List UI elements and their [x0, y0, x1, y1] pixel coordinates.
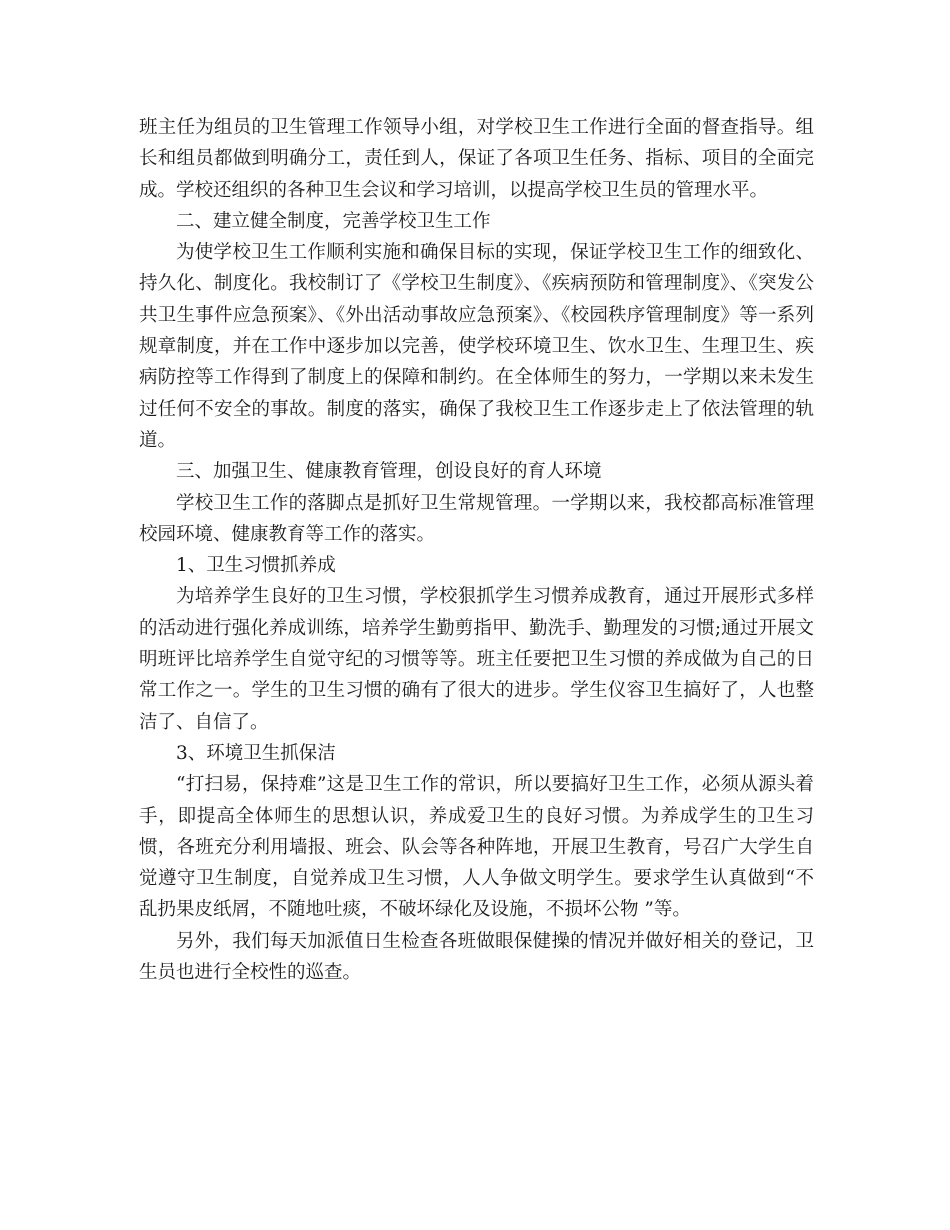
document-body — [139, 112, 814, 988]
paragraph: “打扫易，保持难”这是卫生工作的常识，所以要搞好卫生工作，必须从源头着手，即提高全体师生的思想认识，养成爱卫生的良好习惯。为养成学生的卫生习惯，各班充分利用墙报、班会、队会等各种阵地，开展卫生教育，号召广大学生自觉遵守卫生制度，自觉养成卫生习惯，人人争做文明学生。要求学生认真做到“不乱扔果皮纸屑，不随地吐痰，不破坏绿化及设施，不损坏公物 ”等。 — [139, 774, 814, 921]
subsection-heading-1: 1、卫生习惯抓养成 — [176, 555, 336, 577]
paragraph: 另外，我们每天加派值日生检查各班做眼保健操的情况并做好相关的登记，卫生员也进行全校性的巡查。 — [139, 930, 814, 984]
paragraph: 为培养学生良好的卫生习惯，学校狠抓学生习惯养成教育，通过开展形式多样的活动进行强化养成训练，培养学生勤剪指甲、勤洗手、勤理发的习惯;通过开展文明班评比培养学生自觉守纪的习惯等等。班主任要把卫生习惯的养成做为自己的日常工作之一。学生的卫生习惯的确有了很大的进步。学生仪容卫生搞好了，人也整洁了、自信了。 — [139, 586, 814, 733]
section-heading-2: 二、建立健全制度，完善学校卫生工作 — [176, 210, 491, 232]
section-heading-3: 三、加强卫生、健康教育管理，创设良好的育人环境 — [176, 461, 602, 483]
paragraph-continuation: 班主任为组员的卫生管理工作领导小组，对学校卫生工作进行全面的督查指导。组长和组员都做到明确分工，责任到人，保证了各项卫生任务、指标、项目的全面完成。学校还组织的各种卫生会议和学习培训，以提高学校卫生员的管理水平。 — [139, 117, 814, 201]
paragraph: 为使学校卫生工作顺利实施和确保目标的实现，保证学校卫生工作的细致化、持久化、制度化。我校制订了《学校卫生制度》、《疾病预防和管理制度》、《突发公共卫生事件应急预案》、《外出活动事故应急预案》、《校园秩序管理制度》等一系列规章制度，并在工作中逐步加以完善，使学校环境卫生、饮水卫生、生理卫生、疾病防控等工作得到了制度上的保障和制约。在全体师生的努力，一学期以来未发生过任何不安全的事故。制度的落实，确保了我校卫生工作逐步走上了依法管理的轨道。 — [139, 242, 814, 451]
subsection-heading-3: 3、环境卫生抓保洁 — [176, 742, 336, 764]
paragraph: 学校卫生工作的落脚点是抓好卫生常规管理。一学期以来，我校都高标准管理校园环境、健康教育等工作的落实。 — [139, 492, 814, 545]
